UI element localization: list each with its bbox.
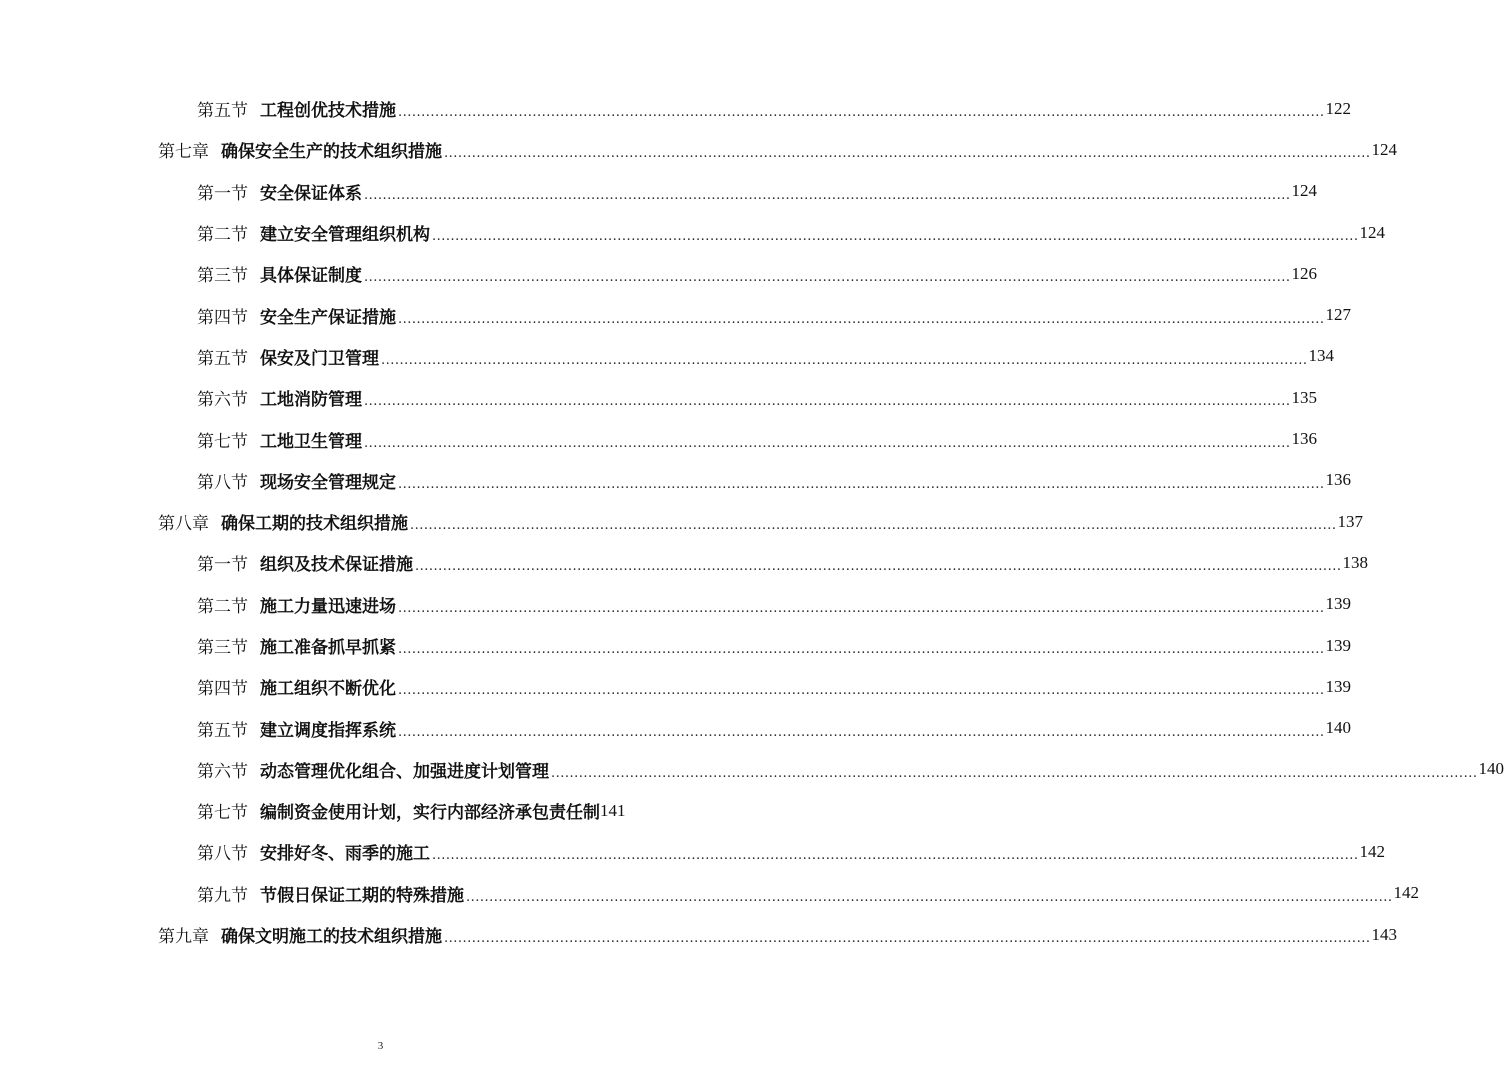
toc-chapter-entry[interactable] bbox=[0, 129, 1397, 170]
toc-entry-title: 安全生产保证措施 bbox=[260, 307, 396, 328]
toc-page-number: 127 bbox=[1325, 305, 1351, 325]
toc-entry-number: 第二节 bbox=[197, 225, 248, 246]
toc-entry-number: 第二节 bbox=[197, 596, 248, 617]
toc-section-entry[interactable] bbox=[0, 88, 1351, 129]
toc-dot-leader: ........................................................................................................................................................................................................ bbox=[364, 394, 1291, 410]
toc-page-number: 139 bbox=[1325, 676, 1351, 696]
toc-entry-number: 第六节 bbox=[197, 390, 248, 411]
toc-section-entry[interactable] bbox=[0, 707, 1351, 748]
toc-entry-title: 动态管理优化组合、加强进度计划管理 bbox=[260, 761, 549, 782]
toc-entry-number: 第七节 bbox=[197, 431, 248, 452]
toc-dot-leader: ........................................................................................................................................................................................................ bbox=[444, 931, 1371, 947]
toc-page-number: 124 bbox=[1359, 222, 1385, 242]
toc-page-number: 140 bbox=[1478, 759, 1504, 779]
toc-entry-title: 保安及门卫管理 bbox=[260, 348, 379, 369]
toc-entry-title: 工程创优技术措施 bbox=[260, 101, 396, 122]
toc-dot-leader: ........................................................................................................................................................................................................ bbox=[444, 146, 1371, 162]
toc-section-entry[interactable] bbox=[0, 171, 1317, 212]
toc-page-number: 142 bbox=[1359, 841, 1385, 861]
table-of-contents bbox=[0, 88, 1504, 955]
toc-section-entry[interactable] bbox=[0, 336, 1334, 377]
toc-page-number: 122 bbox=[1325, 98, 1351, 118]
toc-dot-leader: ........................................................................................................................................................................................................ bbox=[364, 270, 1291, 286]
toc-entry-number: 第五节 bbox=[197, 101, 248, 122]
toc-dot-leader: ........................................................................................................................................................................................................ bbox=[398, 683, 1325, 699]
toc-entry-number: 第八章 bbox=[158, 514, 209, 535]
toc-page-number: 143 bbox=[1371, 924, 1397, 944]
toc-entry-title: 建立调度指挥系统 bbox=[260, 720, 396, 741]
toc-dot-leader: ........................................................................................................................................................................................................ bbox=[381, 352, 1308, 368]
toc-entry-number: 第三节 bbox=[197, 638, 248, 658]
toc-entry-number: 第九节 bbox=[197, 885, 248, 906]
toc-dot-leader: ........................................................................................................................................................................................................ bbox=[415, 559, 1342, 575]
toc-entry-number: 第一节 bbox=[197, 183, 248, 204]
toc-page-number: 136 bbox=[1325, 470, 1351, 490]
toc-entry-title: 施工力量迅速进场 bbox=[260, 596, 396, 617]
toc-entry-number: 第一节 bbox=[197, 555, 248, 576]
toc-dot-leader: ........................................................................................................................................................................................................ bbox=[364, 435, 1291, 451]
toc-page-number: 142 bbox=[1393, 883, 1419, 903]
toc-page-number: 141 bbox=[600, 800, 626, 820]
toc-entry-number: 第四节 bbox=[197, 679, 248, 700]
toc-page-number: 124 bbox=[1371, 139, 1397, 159]
toc-entry-title: 确保安全生产的技术组织措施 bbox=[221, 142, 442, 163]
toc-chapter-entry[interactable] bbox=[0, 914, 1397, 955]
toc-page-number: 140 bbox=[1325, 718, 1351, 738]
toc-chapter-entry[interactable] bbox=[0, 501, 1363, 542]
toc-dot-leader: ........................................................................................................................................................................................................ bbox=[398, 600, 1325, 616]
toc-entry-title: 安全保证体系 bbox=[260, 183, 362, 204]
toc-entry-number: 第八节 bbox=[197, 844, 248, 865]
toc-entry-number: 第六节 bbox=[197, 761, 248, 782]
toc-entry-title: 安排好冬、雨季的施工 bbox=[260, 844, 430, 865]
toc-page-number: 124 bbox=[1291, 181, 1317, 201]
toc-page-number: 137 bbox=[1337, 511, 1363, 531]
toc-section-entry[interactable] bbox=[0, 873, 1419, 914]
toc-dot-leader: ........................................................................................................................................................................................................ bbox=[551, 765, 1478, 781]
toc-section-entry[interactable] bbox=[0, 831, 1385, 872]
toc-entry-title: 确保文明施工的技术组织措施 bbox=[221, 927, 442, 948]
toc-section-entry[interactable] bbox=[0, 377, 1317, 418]
toc-entry-title: 确保工期的技术组织措施 bbox=[221, 514, 408, 535]
toc-section-entry[interactable] bbox=[0, 253, 1317, 294]
toc-entry-title: 工地卫生管理 bbox=[260, 431, 362, 452]
toc-entry-title: 施工组织不断优化 bbox=[260, 679, 396, 700]
toc-entry-title: 建立安全管理组织机构 bbox=[260, 225, 430, 246]
toc-section-entry[interactable] bbox=[0, 666, 1351, 707]
toc-page-number: 135 bbox=[1291, 387, 1317, 407]
toc-dot-leader: ........................................................................................................................................................................................................ bbox=[398, 642, 1325, 657]
toc-section-entry[interactable] bbox=[0, 584, 1351, 625]
toc-page-number: 136 bbox=[1291, 429, 1317, 449]
toc-entry-number: 第九章 bbox=[158, 927, 209, 948]
toc-section-entry[interactable] bbox=[0, 790, 761, 831]
toc-entry-number: 第四节 bbox=[197, 307, 248, 328]
toc-entry-number: 第五节 bbox=[197, 720, 248, 741]
toc-dot-leader: ........................................................................................................................................................................................................ bbox=[466, 889, 1393, 905]
toc-entry-title: 施工准备抓早抓紧 bbox=[260, 638, 396, 658]
page-number: 3 bbox=[377, 1040, 384, 1052]
toc-dot-leader: ........................................................................................................................................................................................................ bbox=[432, 848, 1359, 864]
toc-section-entry[interactable] bbox=[0, 625, 1351, 666]
toc-dot-leader: ........................................................................................................................................................................................................ bbox=[398, 311, 1325, 327]
toc-entry-number: 第五节 bbox=[197, 348, 248, 369]
toc-dot-leader: ........................................................................................................................................................................................................ bbox=[398, 476, 1325, 492]
toc-entry-number: 第七节 bbox=[197, 803, 248, 824]
toc-dot-leader: ........................................................................................................................................................................................................ bbox=[432, 229, 1359, 245]
toc-page-number: 139 bbox=[1325, 635, 1351, 655]
toc-entry-title: 工地消防管理 bbox=[260, 390, 362, 411]
toc-page-number: 126 bbox=[1291, 263, 1317, 283]
toc-section-entry[interactable] bbox=[0, 542, 1368, 583]
toc-section-entry[interactable] bbox=[0, 294, 1351, 335]
toc-dot-leader: ........................................................................................................................................................................................................ bbox=[398, 724, 1325, 740]
toc-entry-number: 第三节 bbox=[197, 266, 248, 287]
toc-entry-title: 节假日保证工期的特殊措施 bbox=[260, 885, 464, 906]
toc-dot-leader: ........................................................................................................................................................................................................ bbox=[410, 518, 1337, 534]
toc-page-number: 139 bbox=[1325, 594, 1351, 614]
toc-entry-title: 现场安全管理规定 bbox=[260, 472, 396, 493]
toc-entry-title: 编制资金使用计划，实行内部经济承包责任制 bbox=[260, 803, 600, 824]
toc-dot-leader: ........................................................................................................................................................................................................ bbox=[364, 187, 1291, 203]
toc-entry-title: 组织及技术保证措施 bbox=[260, 555, 413, 576]
toc-section-entry[interactable] bbox=[0, 418, 1317, 459]
toc-entry-title: 具体保证制度 bbox=[260, 266, 362, 287]
toc-page-number: 134 bbox=[1308, 346, 1334, 366]
toc-section-entry[interactable] bbox=[0, 749, 1504, 790]
toc-section-entry[interactable] bbox=[0, 212, 1385, 253]
toc-entry-number: 第八节 bbox=[197, 472, 248, 493]
toc-entry-number: 第七章 bbox=[158, 142, 209, 163]
toc-page-number: 138 bbox=[1342, 552, 1368, 572]
toc-section-entry[interactable] bbox=[0, 460, 1351, 501]
toc-dot-leader: ........................................................................................................................................................................................................ bbox=[398, 105, 1325, 121]
